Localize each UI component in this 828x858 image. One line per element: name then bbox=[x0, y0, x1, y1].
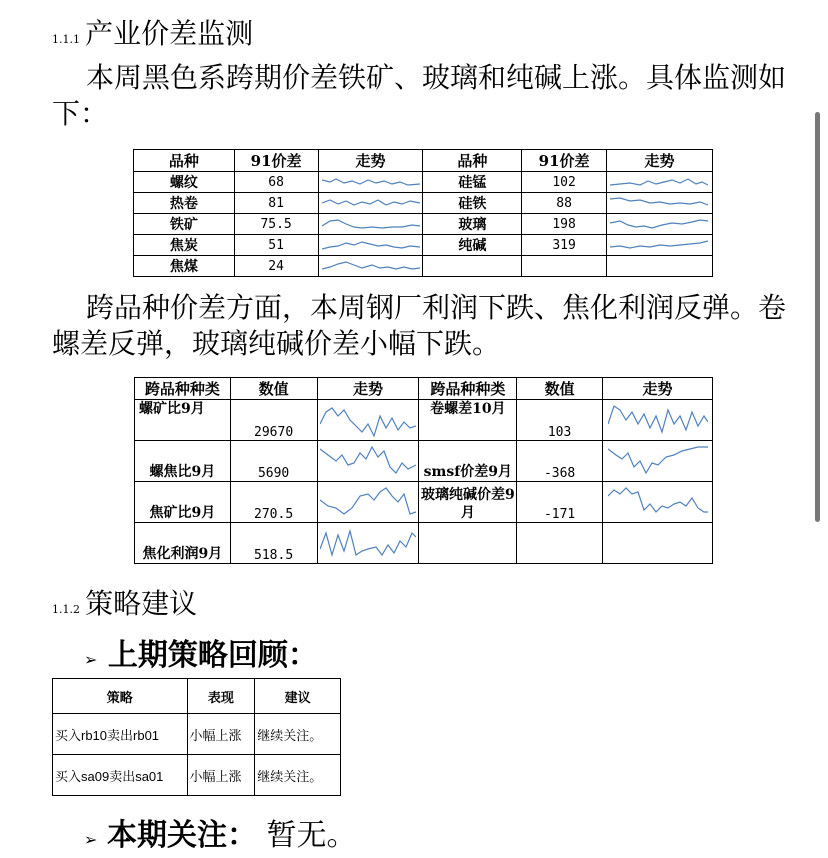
spread-table bbox=[133, 149, 713, 277]
variety-name: 纯碱 bbox=[423, 235, 522, 256]
header-cell: 数值 bbox=[517, 378, 603, 400]
arrow-bullet-icon: ➢ bbox=[84, 830, 98, 849]
spread-value: 102 bbox=[522, 172, 607, 193]
spread-value: 5690 bbox=[230, 441, 317, 482]
sparkline bbox=[608, 484, 708, 520]
trend-cell bbox=[606, 172, 712, 193]
variety-name: 焦煤 bbox=[134, 256, 235, 277]
spread-value: -368 bbox=[517, 441, 603, 482]
variety-name: smsf价差9月 bbox=[419, 441, 517, 482]
spread-value: 68 bbox=[234, 172, 318, 193]
trend-cell bbox=[317, 441, 419, 482]
review-heading bbox=[84, 630, 318, 674]
variety-name: 螺纹 bbox=[134, 172, 235, 193]
table-row bbox=[53, 714, 341, 755]
spread-value: 270.5 bbox=[230, 482, 317, 523]
trend-cell bbox=[606, 256, 712, 277]
trend-cell bbox=[317, 523, 419, 564]
header-cell: 建议 bbox=[255, 679, 341, 714]
variety-name bbox=[423, 256, 522, 277]
review-title: 上期策略回顾： bbox=[107, 638, 318, 673]
variety-name: 玻璃 bbox=[423, 214, 522, 235]
table-row bbox=[135, 482, 713, 523]
sparkline bbox=[320, 484, 416, 520]
table-row bbox=[134, 235, 713, 256]
header-cell: 跨品种种类 bbox=[419, 378, 517, 400]
sparkline bbox=[610, 174, 708, 190]
table-header-row bbox=[135, 378, 713, 400]
sparkline bbox=[322, 216, 420, 232]
variety-name: 卷螺差10月 bbox=[419, 400, 517, 441]
strategy-table bbox=[52, 678, 341, 796]
sparkline bbox=[320, 525, 416, 561]
trend-cell bbox=[603, 400, 713, 441]
variety-name bbox=[419, 523, 517, 564]
header-cell: 品种 bbox=[423, 150, 522, 172]
performance-cell: 小幅上涨 bbox=[187, 755, 255, 796]
section-title: 策略建议 bbox=[85, 587, 198, 620]
spread-value: 88 bbox=[522, 193, 607, 214]
advice-cell: 继续关注。 bbox=[255, 755, 341, 796]
spread-value: 319 bbox=[522, 235, 607, 256]
header-cell: 走势 bbox=[318, 150, 423, 172]
arrow-bullet-icon: ➢ bbox=[84, 650, 98, 669]
section-number: 1.1.1 bbox=[52, 33, 80, 46]
spread-value: 81 bbox=[234, 193, 318, 214]
table-header-row bbox=[134, 150, 713, 172]
section-heading-1 bbox=[52, 12, 253, 52]
header-cell: 数值 bbox=[230, 378, 317, 400]
trend-cell bbox=[318, 172, 423, 193]
scrollbar-thumb[interactable] bbox=[815, 112, 820, 522]
spread-value: 29670 bbox=[230, 400, 317, 441]
spread-value: 51 bbox=[234, 235, 318, 256]
table-row bbox=[134, 214, 713, 235]
variety-name: 硅铁 bbox=[423, 193, 522, 214]
variety-name: 焦化利润9月 bbox=[135, 523, 231, 564]
header-cell: 策略 bbox=[53, 679, 188, 714]
trend-cell bbox=[317, 482, 419, 523]
spread-value: 198 bbox=[522, 214, 607, 235]
variety-name: 热卷 bbox=[134, 193, 235, 214]
variety-name: 铁矿 bbox=[134, 214, 235, 235]
trend-cell bbox=[603, 441, 713, 482]
table-row bbox=[135, 523, 713, 564]
sparkline bbox=[610, 195, 708, 211]
spread-value bbox=[522, 256, 607, 277]
sparkline bbox=[322, 195, 420, 211]
paragraph-1: 本周黑色系跨期价差铁矿、玻璃和纯碱上涨。具体监测如下： bbox=[52, 61, 787, 130]
spread-value: 518.5 bbox=[230, 523, 317, 564]
advice-cell: 继续关注。 bbox=[255, 714, 341, 755]
table-row bbox=[134, 193, 713, 214]
trend-cell bbox=[603, 482, 713, 523]
sparkline bbox=[608, 443, 708, 479]
table-row bbox=[135, 400, 713, 441]
header-cell: 走势 bbox=[606, 150, 712, 172]
trend-cell bbox=[318, 193, 423, 214]
performance-cell: 小幅上涨 bbox=[187, 714, 255, 755]
header-cell: 走势 bbox=[603, 378, 713, 400]
trend-cell bbox=[317, 400, 419, 441]
table-row bbox=[134, 256, 713, 277]
table-header-row bbox=[53, 679, 341, 714]
trend-cell bbox=[606, 235, 712, 256]
spread-value: 75.5 bbox=[234, 214, 318, 235]
sparkline bbox=[322, 237, 420, 253]
variety-name: 螺焦比9月 bbox=[135, 441, 231, 482]
spread-value: -171 bbox=[517, 482, 603, 523]
table-row bbox=[135, 441, 713, 482]
variety-name: 玻璃纯碱价差9月 bbox=[419, 482, 517, 523]
trend-cell bbox=[606, 193, 712, 214]
focus-heading bbox=[84, 810, 357, 854]
sparkline bbox=[610, 216, 708, 232]
sparkline bbox=[320, 402, 416, 438]
table-row bbox=[53, 755, 341, 796]
paragraph-2: 跨品种价差方面，本周钢厂利润下跌、焦化利润反弹。卷螺差反弹，玻璃纯碱价差小幅下跌。 bbox=[52, 291, 787, 360]
trend-cell bbox=[318, 235, 423, 256]
section-title: 产业价差监测 bbox=[85, 17, 254, 50]
variety-name: 焦矿比9月 bbox=[135, 482, 231, 523]
header-cell: 91价差 bbox=[522, 150, 607, 172]
header-cell: 跨品种种类 bbox=[135, 378, 231, 400]
spread-value bbox=[517, 523, 603, 564]
spread-value: 24 bbox=[234, 256, 318, 277]
trend-cell bbox=[603, 523, 713, 564]
header-cell: 走势 bbox=[317, 378, 419, 400]
sparkline bbox=[322, 258, 420, 274]
spread-value: 103 bbox=[517, 400, 603, 441]
trend-cell bbox=[318, 214, 423, 235]
cross-variety-table bbox=[134, 377, 713, 564]
sparkline bbox=[322, 174, 420, 190]
trend-cell bbox=[318, 256, 423, 277]
sparkline bbox=[608, 402, 708, 438]
header-cell: 91价差 bbox=[234, 150, 318, 172]
sparkline bbox=[610, 237, 708, 253]
header-cell: 品种 bbox=[134, 150, 235, 172]
header-cell: 表现 bbox=[187, 679, 255, 714]
variety-name: 焦炭 bbox=[134, 235, 235, 256]
strategy-cell: 买入rb10卖出rb01 bbox=[53, 714, 188, 755]
section-number: 1.1.2 bbox=[52, 603, 80, 616]
focus-title: 本期关注： bbox=[106, 818, 257, 853]
table-row bbox=[134, 172, 713, 193]
sparkline bbox=[320, 443, 416, 479]
variety-name: 硅锰 bbox=[423, 172, 522, 193]
trend-cell bbox=[606, 214, 712, 235]
focus-text: 暂无。 bbox=[266, 818, 357, 853]
strategy-cell: 买入sa09卖出sa01 bbox=[53, 755, 188, 796]
variety-name: 螺矿比9月 bbox=[135, 400, 231, 441]
section-heading-2 bbox=[52, 582, 197, 622]
